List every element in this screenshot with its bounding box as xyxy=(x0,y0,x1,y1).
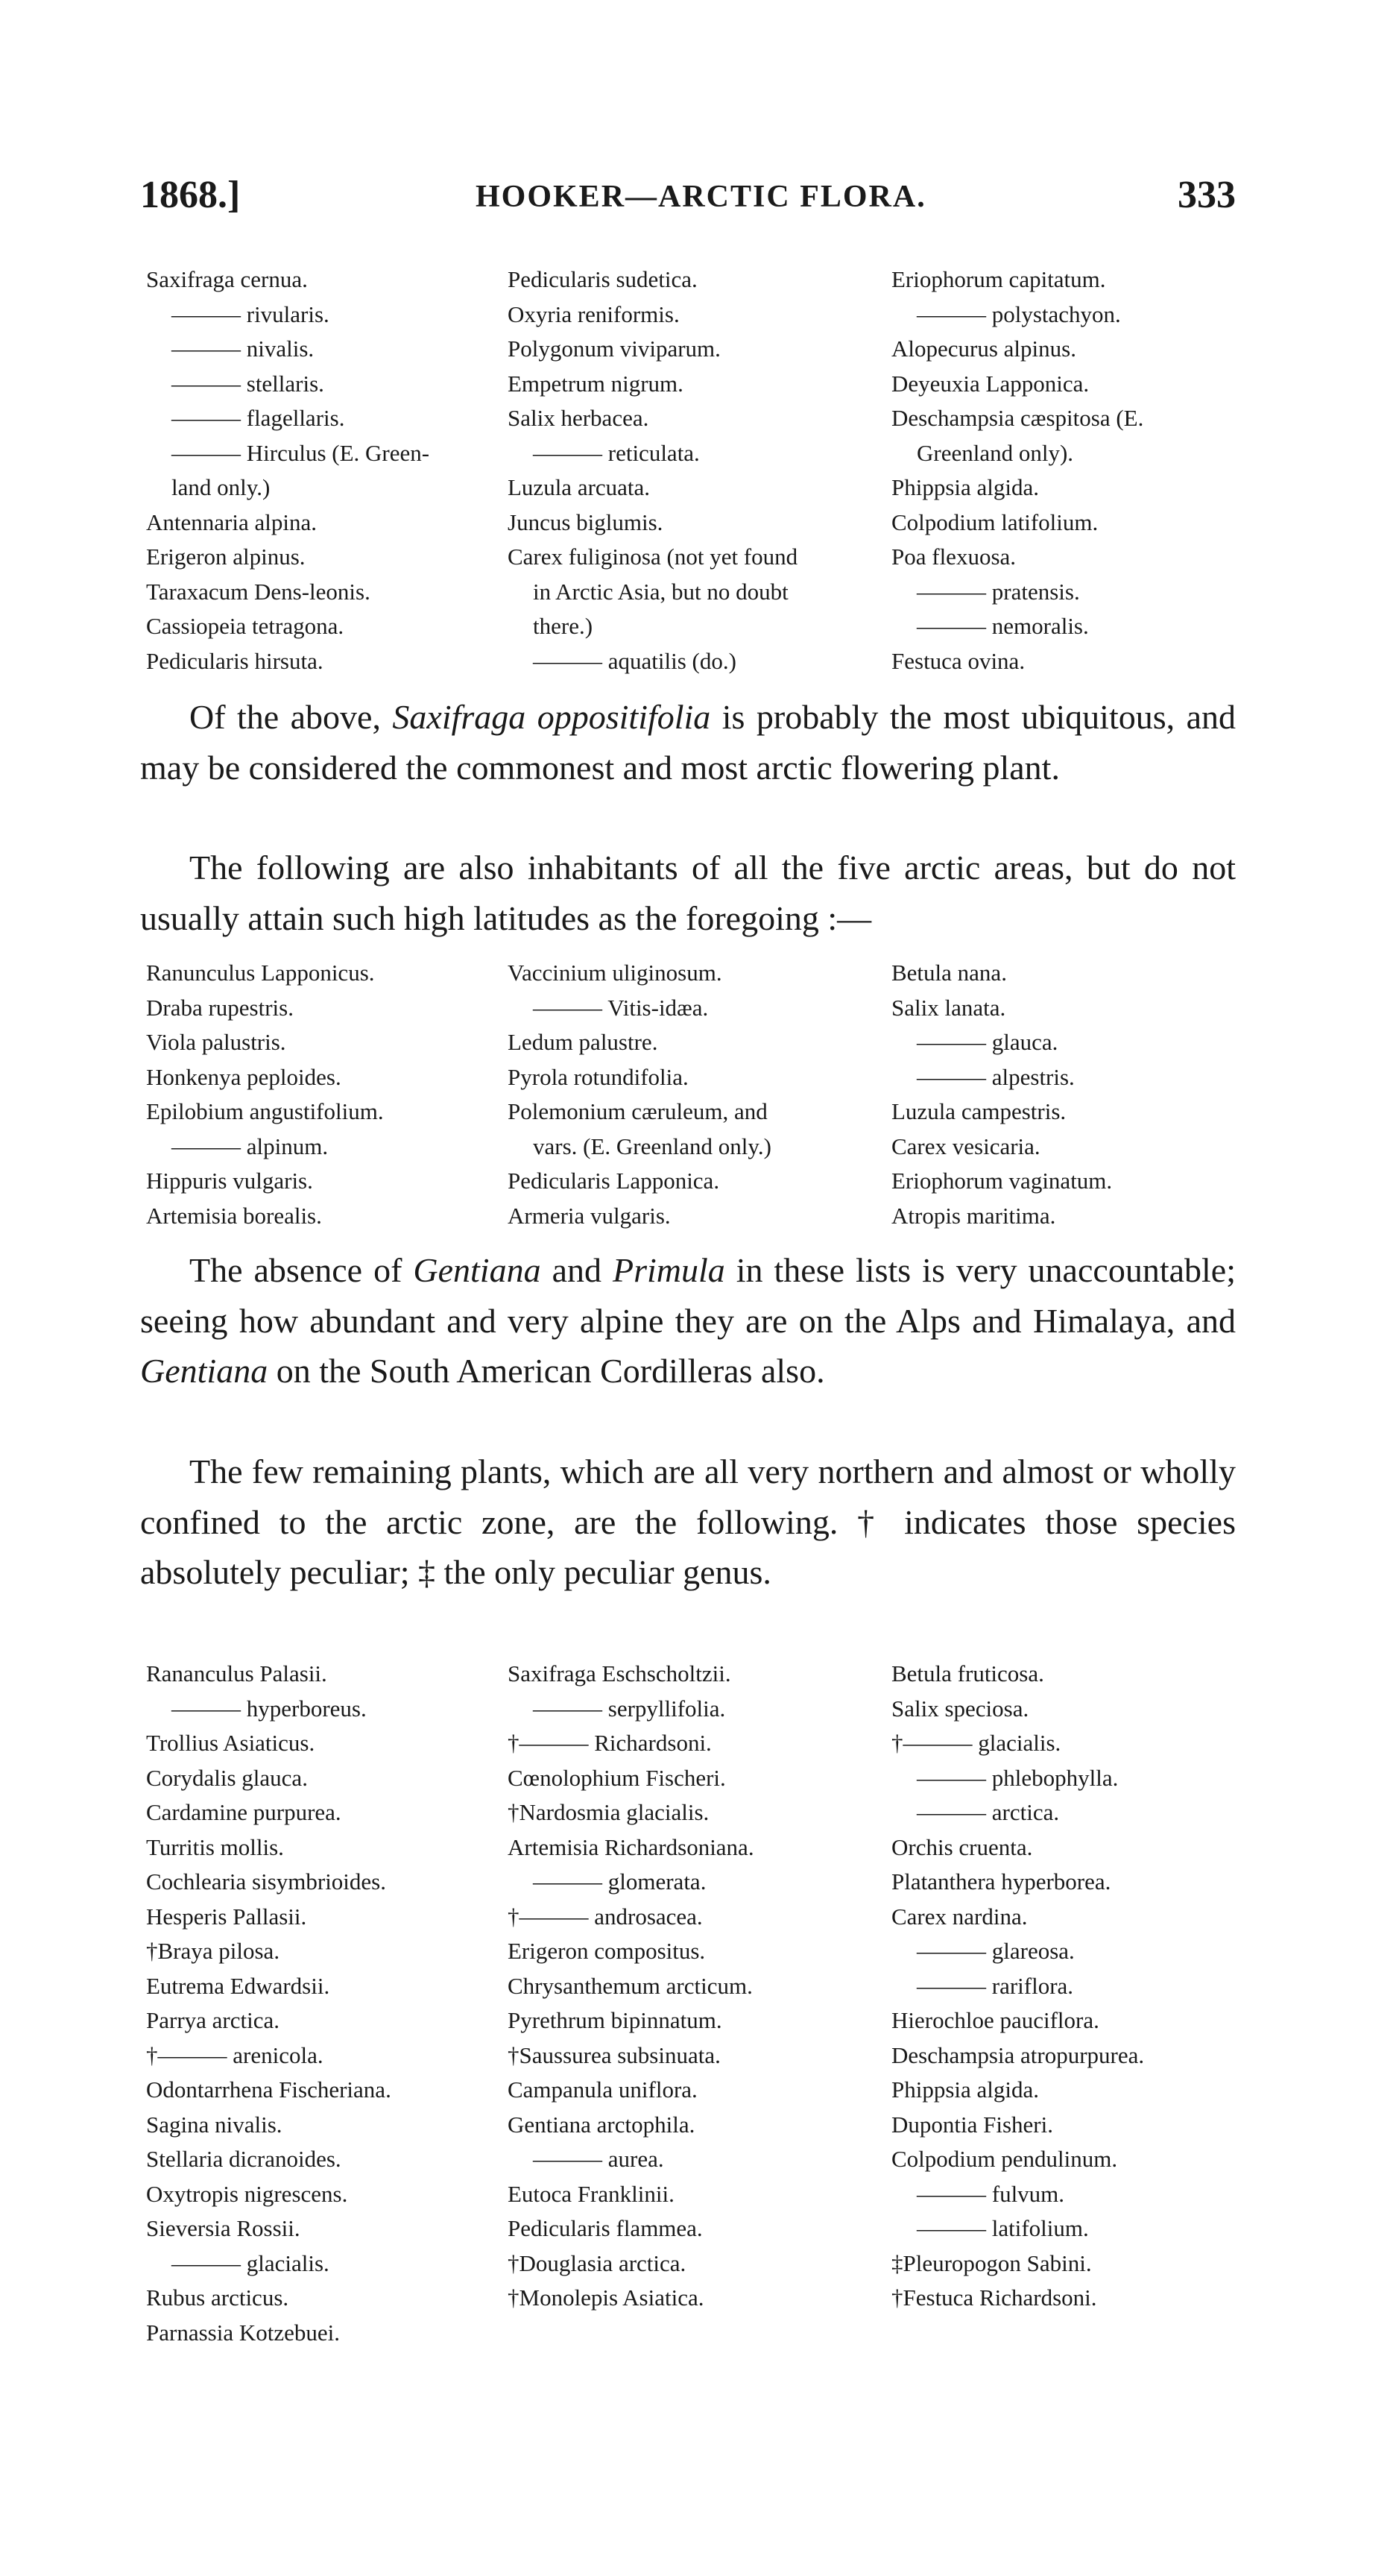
list-item: Turritis mollis. xyxy=(146,1833,284,1860)
list-item: Armeria vulgaris. xyxy=(508,1202,671,1229)
list-item: ——— glauca. xyxy=(917,1029,1058,1055)
list-item: Dupontia Fisheri. xyxy=(891,2111,1053,2138)
paragraph-following xyxy=(140,843,1236,943)
list-item: Ledum palustre. xyxy=(508,1029,658,1055)
list-item: Phippsia algida. xyxy=(891,474,1040,500)
list-item: †Festuca Richardsoni. xyxy=(891,2284,1097,2311)
list-item: Juncus biglumis. xyxy=(508,508,663,535)
list-item: in Arctic Asia, but no doubt xyxy=(533,578,789,605)
list-item: Chrysanthemum arcticum. xyxy=(508,1972,753,1999)
list-item: Salix lanata. xyxy=(891,994,1006,1021)
list-item: Pedicularis flammea. xyxy=(508,2215,703,2241)
list-item: Pyrola rotundifolia. xyxy=(508,1063,689,1090)
list-item: there.) xyxy=(533,613,593,639)
list-item: Epilobium angustifolium. xyxy=(146,1098,384,1124)
list-item: Orchis cruenta. xyxy=(891,1833,1033,1860)
species-column-3 xyxy=(891,1657,1249,2316)
list-item: Ranunculus Lapponicus. xyxy=(146,960,375,986)
species-column-2 xyxy=(508,956,880,1233)
paragraph-text: Of the above, Saxifraga oppositifolia is probably the most ubiquitous, and may be considered the commonest and most arctic flowering plant. xyxy=(140,698,1236,787)
page-number: 333 xyxy=(1178,174,1236,216)
list-item: ——— glacialis. xyxy=(171,2249,329,2276)
list-item: Pedicularis Lapponica. xyxy=(508,1168,720,1194)
list-item: ——— reticulata. xyxy=(533,439,700,466)
list-item: Artemisia Richardsoniana. xyxy=(508,1833,754,1860)
list-item: Phippsia algida. xyxy=(891,2076,1040,2103)
list-item: Saxifraga cernua. xyxy=(146,266,308,292)
list-item: Cardamine purpurea. xyxy=(146,1799,341,1825)
list-item: Eriophorum vaginatum. xyxy=(891,1168,1113,1194)
list-item: ——— rariflora. xyxy=(917,1972,1074,1999)
list-item: Parrya arctica. xyxy=(146,2007,279,2033)
list-item: ——— glareosa. xyxy=(917,1938,1075,1964)
list-item: Stellaria dicranoides. xyxy=(146,2146,341,2172)
list-item: ——— hyperboreus. xyxy=(171,1695,367,1722)
list-item: Betula fruticosa. xyxy=(891,1660,1044,1687)
list-item: Salix herbacea. xyxy=(508,405,649,431)
list-item: Empetrum nigrum. xyxy=(508,370,683,397)
list-item: Rananculus Palasii. xyxy=(146,1660,327,1687)
list-item: Oxyria reniformis. xyxy=(508,300,680,327)
list-item: ——— serpyllifolia. xyxy=(533,1695,726,1722)
list-item: Rubus arcticus. xyxy=(146,2284,289,2311)
list-item: Festuca ovina. xyxy=(891,647,1026,674)
list-item: Polemonium cæruleum, and xyxy=(508,1098,768,1124)
list-item: Carex fuliginosa (not yet found xyxy=(508,544,798,570)
list-item: Draba rupestris. xyxy=(146,994,294,1021)
list-item: Betula nana. xyxy=(891,960,1007,986)
list-item: Cœnolophium Fischeri. xyxy=(508,1764,726,1791)
list-item: Deschampsia atropurpurea. xyxy=(891,2041,1145,2068)
list-item: Hesperis Pallasii. xyxy=(146,1903,307,1930)
list-item: ‡Pleuropogon Sabini. xyxy=(891,2249,1092,2276)
list-item: ——— flagellaris. xyxy=(171,405,345,431)
list-item: Sieversia Rossii. xyxy=(146,2215,300,2241)
paragraph-text: The absence of Gentiana and Primula in these lists is very unaccountable; seeing how abundant and very alpine they are on the Alps and Himalaya, and Gentiana on the South American Cordilleras also. xyxy=(140,1251,1236,1390)
list-item: Trollius Asiaticus. xyxy=(146,1730,315,1756)
list-item: ——— stellaris. xyxy=(171,370,324,397)
species-name-italic: Saxifraga oppositifolia xyxy=(392,698,711,736)
list-item: Platanthera hyperborea. xyxy=(891,1868,1111,1895)
list-item: Taraxacum Dens-leonis. xyxy=(146,578,370,605)
list-item: Odontarrhena Fischeriana. xyxy=(146,2076,391,2103)
genus-gentiana: Gentiana xyxy=(140,1352,268,1390)
list-item: Viola palustris. xyxy=(146,1029,286,1055)
species-column-2 xyxy=(508,1657,880,2316)
list-item: Luzula arcuata. xyxy=(508,474,651,500)
species-column-2 xyxy=(508,262,880,678)
list-item: †Douglasia arctica. xyxy=(508,2249,686,2276)
list-item: Pedicularis hirsuta. xyxy=(146,647,323,674)
list-item: Saxifraga Eschscholtzii. xyxy=(508,1660,731,1687)
list-item: Hierochloe pauciflora. xyxy=(891,2007,1099,2033)
paragraph-ubiquitous xyxy=(140,692,1236,793)
list-item: Pyrethrum bipinnatum. xyxy=(508,2007,722,2033)
list-item: ——— Vitis-idæa. xyxy=(533,994,709,1021)
paragraph-absence xyxy=(140,1245,1236,1396)
list-item: Deschampsia cæspitosa (E. xyxy=(891,405,1144,431)
list-item: Antennaria alpina. xyxy=(146,508,317,535)
list-item: †——— androsacea. xyxy=(508,1903,703,1930)
list-item: ——— nemoralis. xyxy=(917,613,1089,639)
list-item: Cassiopeia tetragona. xyxy=(146,613,344,639)
list-item: Vaccinium uliginosum. xyxy=(508,960,722,986)
list-item: Greenland only). xyxy=(917,439,1074,466)
list-item: ——— fulvum. xyxy=(917,2180,1065,2207)
list-item: Eutrema Edwardsii. xyxy=(146,1972,330,1999)
list-item: ——— rivularis. xyxy=(171,300,329,327)
list-item: Carex vesicaria. xyxy=(891,1133,1040,1159)
list-item: ——— nivalis. xyxy=(171,336,315,362)
list-item: †Nardosmia glacialis. xyxy=(508,1799,710,1825)
list-item: vars. (E. Greenland only.) xyxy=(533,1133,771,1159)
list-item: Deyeuxia Lapponica. xyxy=(891,370,1090,397)
list-item: Eutoca Franklinii. xyxy=(508,2180,675,2207)
header-year: 1868.] xyxy=(140,174,241,216)
species-column-1 xyxy=(146,262,496,678)
species-column-3 xyxy=(891,956,1249,1233)
list-item: ——— alpestris. xyxy=(917,1063,1075,1090)
list-item: †Braya pilosa. xyxy=(146,1938,280,1964)
list-item: Colpodium pendulinum. xyxy=(891,2146,1118,2172)
list-item: Erigeron alpinus. xyxy=(146,544,306,570)
list-item: Pedicularis sudetica. xyxy=(508,266,698,292)
running-header xyxy=(140,173,1236,225)
list-item: ——— Hirculus (E. Green- xyxy=(171,439,430,466)
list-item: ——— polystachyon. xyxy=(917,300,1121,327)
list-item: ——— aquatilis (do.) xyxy=(533,647,736,674)
list-item: Parnassia Kotzebuei. xyxy=(146,2319,340,2346)
list-item: Polygonum viviparum. xyxy=(508,336,721,362)
list-item: †Monolepis Asiatica. xyxy=(508,2284,704,2311)
paragraph-remaining xyxy=(140,1446,1236,1598)
list-item: Campanula uniflora. xyxy=(508,2076,698,2103)
list-item: land only.) xyxy=(171,474,271,500)
header-title: HOOKER—ARCTIC FLORA. xyxy=(476,180,926,214)
list-item: Carex nardina. xyxy=(891,1903,1028,1930)
species-column-1 xyxy=(146,1657,496,2350)
species-column-3 xyxy=(891,262,1249,678)
list-item: Artemisia borealis. xyxy=(146,1202,322,1229)
list-item: ——— alpinum. xyxy=(171,1133,329,1159)
genus-primula: Primula xyxy=(612,1251,725,1289)
paragraph-text: The following are also inhabitants of all the five arctic areas, but do not usually attain such high latitudes as the foregoing :— xyxy=(140,848,1236,937)
list-item: †——— arenicola. xyxy=(146,2041,323,2068)
list-item: Sagina nivalis. xyxy=(146,2111,282,2138)
list-item: Cochlearia sisymbrioides. xyxy=(146,1868,386,1895)
genus-gentiana: Gentiana xyxy=(413,1251,541,1289)
species-column-1 xyxy=(146,956,496,1233)
list-item: ——— aurea. xyxy=(533,2146,664,2172)
list-item: ——— latifolium. xyxy=(917,2215,1089,2241)
list-item: †——— Richardsoni. xyxy=(508,1730,712,1756)
list-item: †Saussurea subsinuata. xyxy=(508,2041,721,2068)
list-item: ——— glomerata. xyxy=(533,1868,707,1895)
list-item: ——— arctica. xyxy=(917,1799,1060,1825)
list-item: Luzula campestris. xyxy=(891,1098,1067,1124)
list-item: ——— phlebophylla. xyxy=(917,1764,1119,1791)
list-item: ——— pratensis. xyxy=(917,578,1080,605)
paragraph-text: The few remaining plants, which are all very northern and almost or wholly confined to the arctic zone, are the following. † indicates those species absolutely peculiar; ‡ the only peculiar genus. xyxy=(140,1452,1236,1591)
list-item: Corydalis glauca. xyxy=(146,1764,308,1791)
list-item: Atropis maritima. xyxy=(891,1202,1056,1229)
list-item: Salix speciosa. xyxy=(891,1695,1029,1722)
list-item: Honkenya peploides. xyxy=(146,1063,341,1090)
list-item: †——— glacialis. xyxy=(891,1730,1061,1756)
list-item: Colpodium latifolium. xyxy=(891,508,1099,535)
list-item: Erigeron compositus. xyxy=(508,1938,706,1964)
list-item: Oxytropis nigrescens. xyxy=(146,2180,348,2207)
list-item: Gentiana arctophila. xyxy=(508,2111,695,2138)
list-item: Hippuris vulgaris. xyxy=(146,1168,313,1194)
list-item: Eriophorum capitatum. xyxy=(891,266,1106,292)
list-item: Poa flexuosa. xyxy=(891,544,1017,570)
list-item: Alopecurus alpinus. xyxy=(891,336,1076,362)
